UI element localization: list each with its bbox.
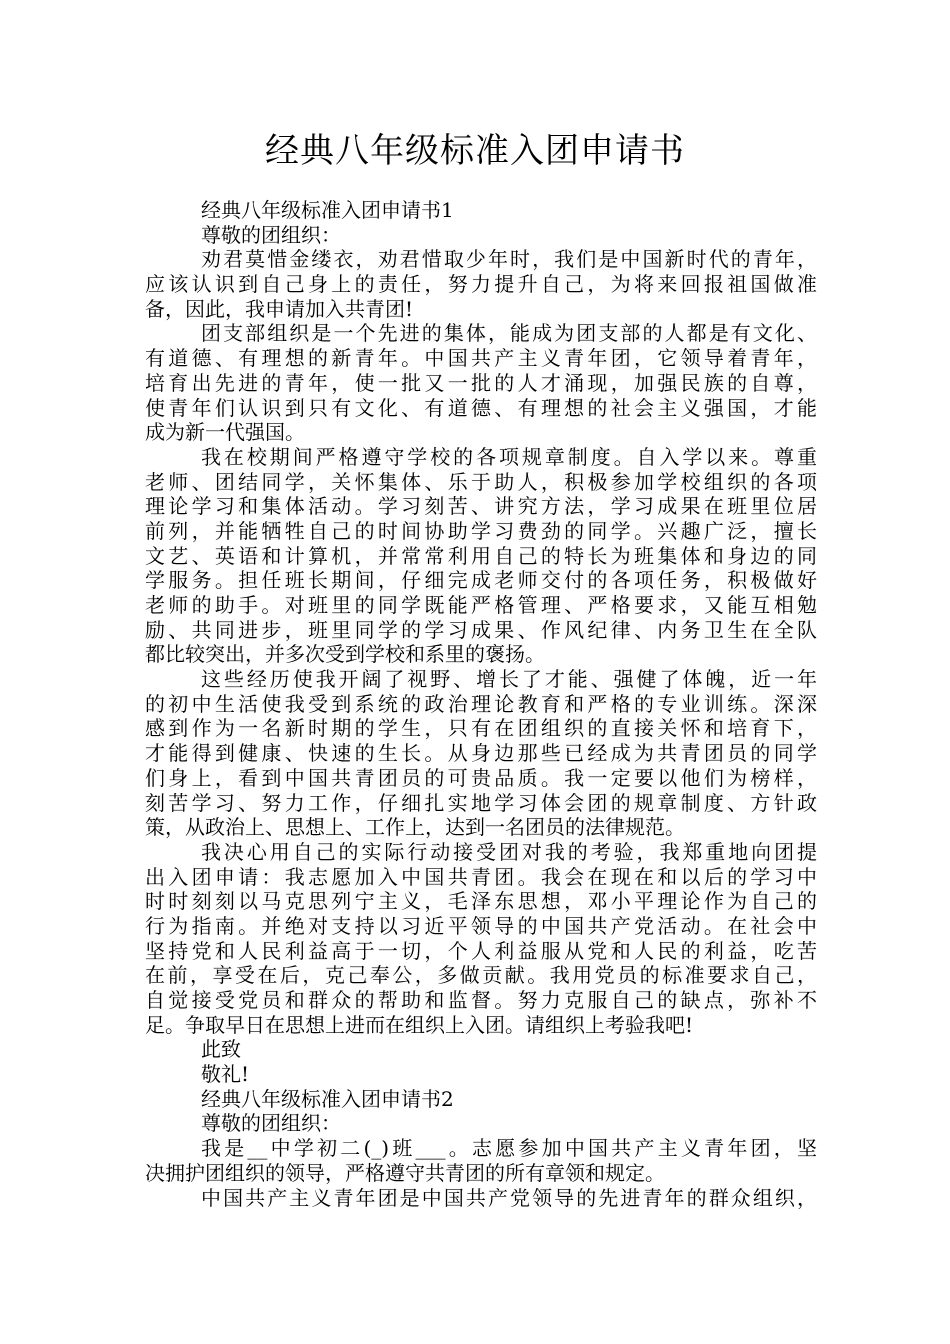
text-line: 应该认识到自己身上的责任，努力提升自己，为将来回报祖国做准 — [145, 272, 817, 297]
text-line: 前列，并能牺牲自己的时间协助学习费劲的同学。兴趣广泛，擅长 — [145, 518, 817, 543]
text-line: 我在校期间严格遵守学校的各项规章制度。自入学以来。尊重 — [201, 444, 817, 469]
text-line: 经典八年级标准入团申请书1 — [201, 198, 454, 222]
text-line: 团支部组织是一个先进的集体，能成为团支部的人都是有文化、 — [201, 321, 817, 346]
text-line: 敬礼! — [201, 1062, 250, 1087]
text-line: 成为新一代强国。 — [145, 420, 305, 445]
text-line: 自觉接受党员和群众的帮助和监督。努力克服自己的缺点，弥补不 — [145, 988, 817, 1012]
text-line: 行为指南。并绝对支持以习近平领导的中国共产党活动。在社会中 — [145, 913, 817, 938]
text-line: 尊敬的团组织： — [201, 222, 341, 247]
text-line: 老师的助手。对班里的同学既能严格管理、严格要求，又能互相勉 — [145, 593, 817, 617]
text-line: 出入团申请：我志愿加入中国共青团。我会在现在和以后的学习中 — [145, 864, 817, 889]
text-line: 劝君莫惜金缕衣，劝君惜取少年时，我们是中国新时代的青年， — [201, 247, 817, 272]
document-body — [145, 198, 817, 1210]
text-line: 策，从政治上、思想上、工作上，达到一名团员的法律规范。 — [145, 815, 685, 840]
text-line: 这些经历使我开阔了视野、增长了才能、强健了体魄，近一年 — [201, 667, 817, 692]
text-line: 才能得到健康、快速的生长。从身边那些已经成为共青团员的同学 — [145, 741, 817, 766]
text-line: 中国共产主义青年团是中国共产党领导的先进青年的群众组织， — [201, 1185, 817, 1210]
text-line: 在前，享受在后，克己奉公，多做贡献。我用党员的标准要求自己， — [145, 963, 817, 988]
text-line: 的初中生活使我受到系统的政治理论教育和严格的专业训练。深深 — [145, 691, 817, 716]
text-line: 使青年们认识到只有文化、有道德、有理想的社会主义强国，才能 — [145, 395, 817, 420]
text-line: 励、共同进步，班里同学的学习成果、作风纪律、内务卫生在全队 — [145, 617, 817, 642]
text-line: 文艺、英语和计算机，并常常利用自己的特长为班集体和身边的同 — [145, 543, 817, 568]
text-line: 足。争取早日在思想上进而在组织上入团。请组织上考验我吧! — [145, 1012, 694, 1037]
document-title: 经典八年级标准入团申请书 — [265, 131, 685, 171]
text-line: 备，因此，我申请加入共青团! — [145, 296, 414, 321]
text-line: 尊敬的团组织： — [201, 1111, 341, 1136]
text-line: 老师、团结同学，关怀集体、乐于助人，积极参加学校组织的各项 — [145, 469, 817, 494]
text-line: 感到作为一名新时期的学生，只有在团组织的直接关怀和培育下， — [145, 716, 817, 741]
text-line: 经典八年级标准入团申请书2 — [201, 1086, 454, 1111]
text-line: 培育出先进的青年，使一批又一批的人才涌现，加强民族的自尊， — [145, 370, 817, 395]
text-line: 坚持党和人民利益高于一切，个人利益服从党和人民的利益，吃苦 — [145, 938, 817, 963]
text-line: 刻苦学习、努力工作，仔细扎实地学习体会团的规章制度、方针政 — [145, 790, 817, 815]
text-line: 都比较突出，并多次受到学校和系里的褒扬。 — [145, 642, 545, 667]
text-line: 决拥护团组织的领导，严格遵守共青团的所有章领和规定。 — [145, 1160, 665, 1185]
text-line: 理论学习和集体活动。学习刻苦、讲究方法，学习成果在班里位居 — [145, 494, 817, 519]
text-line: 我决心用自己的实际行动接受团对我的考验，我郑重地向团提 — [201, 839, 817, 864]
text-line: 学服务。担任班长期间，仔细完成老师交付的各项任务，积极做好 — [145, 568, 817, 593]
text-line: 们身上，看到中国共青团员的可贵品质。我一定要以他们为榜样， — [145, 765, 817, 790]
text-line: 我是__中学初二(_)班___。志愿参加中国共产主义青年团，坚 — [201, 1136, 817, 1161]
text-line: 有道德、有理想的新青年。中国共产主义青年团，它领导着青年， — [145, 346, 817, 371]
text-line: 此致 — [201, 1037, 241, 1062]
text-line: 时时刻刻以马克思列宁主义，毛泽东思想，邓小平理论作为自己的 — [145, 889, 817, 914]
